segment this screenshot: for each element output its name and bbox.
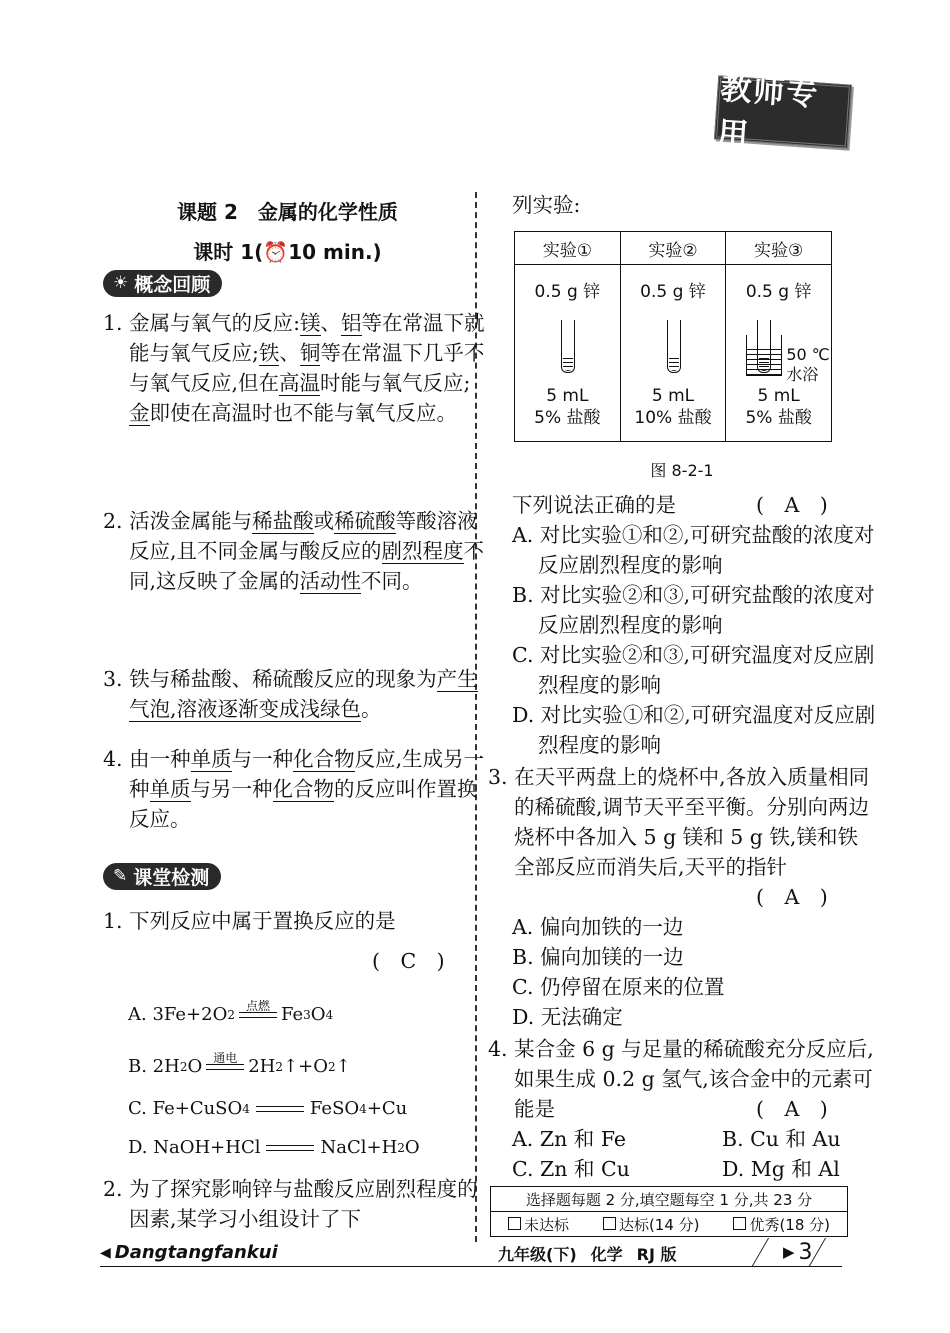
reaction-condition xyxy=(206,1052,244,1070)
text: +Cu xyxy=(366,1098,408,1119)
figure-caption: 图 8-2-1 xyxy=(650,461,714,480)
text: 时能与氧气反应; xyxy=(320,371,471,395)
item-num: 4. xyxy=(103,747,123,771)
volume: 5 mL xyxy=(757,386,800,406)
acid-info xyxy=(621,385,726,429)
brand-text: Dangtangfankui xyxy=(114,1242,278,1263)
concentration: 5% 盐酸 xyxy=(745,408,812,428)
cell-exp-3 xyxy=(726,265,832,442)
blank-answer: 铁 xyxy=(258,341,280,365)
cell-exp-1 xyxy=(515,265,621,442)
text: Fe xyxy=(280,1004,304,1025)
concept-item-2 xyxy=(103,506,489,596)
text: A. 3Fe+2O xyxy=(128,1004,228,1025)
q2-option-d: D. 对比实验①和②,可研究温度对反应剧烈程度的影响 xyxy=(512,703,876,757)
item-num: 2. xyxy=(103,509,123,533)
q4-option-c: C. Zn 和 Cu xyxy=(512,1157,630,1181)
volume: 5 mL xyxy=(546,386,589,406)
page-number: 3 xyxy=(798,1239,813,1265)
scoring-levels xyxy=(491,1211,847,1236)
text: 、 xyxy=(320,311,341,335)
blank-answer: 镁 xyxy=(300,311,321,335)
q3-answer: ( A ) xyxy=(756,885,828,909)
q1-option-c: C. Fe+CuSO 4 FeSO 4 +Cu xyxy=(128,1094,407,1124)
zinc-mass: 0.5 g 锌 xyxy=(745,282,812,302)
test-tube-icon xyxy=(561,320,575,373)
concept-review-heading xyxy=(103,270,222,297)
blank-answer: 稀硫酸 xyxy=(334,509,396,533)
text: O xyxy=(310,1004,326,1025)
footer-rule xyxy=(100,1266,842,1267)
blank-answer: 化合物 xyxy=(272,777,334,801)
blank-answer: 产生气泡,溶液逐渐变成浅绿色 xyxy=(129,667,478,721)
blank-answer: 单质 xyxy=(190,747,232,771)
q1-option-b: B. 2H 2 O 通电 2H 2 ↑+O 2 ↑ xyxy=(128,1052,351,1082)
q2-stem-continued: 列实验: xyxy=(512,193,581,217)
zinc-mass: 0.5 g 锌 xyxy=(534,282,601,302)
q2-option-c: C. 对比实验②和③,可研究温度对反应剧烈程度的影响 xyxy=(512,643,875,697)
checkbox-icon xyxy=(733,1217,746,1230)
text: 等在常温下就能与氧气反应; xyxy=(129,311,485,365)
page-number-box xyxy=(760,1238,842,1266)
text: 等在常温下几乎不与氧气反应 xyxy=(129,341,485,395)
text: 由一种 xyxy=(129,747,191,771)
q1-option-a: A. 3Fe+2O 2 点燃 Fe 3 O 4 xyxy=(128,1000,333,1030)
q4-stem: 4. 某合金 6 g 与足量的稀硫酸充分反应后,如果生成 0.2 g 氢气,该合金中的元素可能是 xyxy=(488,1037,874,1121)
header-exp-2: 实验② xyxy=(620,232,726,265)
class-check-heading xyxy=(103,863,221,890)
q2-stem: 2. 为了探究影响锌与盐酸反应剧烈程度的因素,某学习小组设计了下 xyxy=(103,1177,478,1231)
q3-option-d: D. 无法确定 xyxy=(512,1005,623,1029)
blank-answer: 活动性 xyxy=(299,569,362,593)
text: NaCl+H xyxy=(320,1137,398,1158)
text: 下列说法正确的是 xyxy=(512,493,676,517)
grade: 九年级(下) xyxy=(498,1245,577,1264)
q2-option-b: B. 对比实验②和③,可研究盐酸的浓度对反应剧烈程度的影响 xyxy=(512,583,875,637)
pencil-icon: ✎ xyxy=(113,866,128,886)
text: 与一种 xyxy=(231,747,294,771)
text: B. 2H xyxy=(128,1056,180,1077)
volume: 5 mL xyxy=(651,386,695,406)
text: 或 xyxy=(313,509,335,533)
level-label: 优秀(18 分) xyxy=(749,1215,831,1234)
double-line xyxy=(266,1145,314,1151)
text: 即使在高温时也不能与氧气反应。 xyxy=(149,401,457,425)
concentration: 10% 盐酸 xyxy=(634,408,712,428)
text: ↑+O xyxy=(283,1056,328,1077)
acid-info xyxy=(726,385,831,429)
text: 反应,生成另一种 xyxy=(129,747,485,801)
triangle-right-icon: ▶ xyxy=(783,1243,795,1261)
level-not-met[interactable] xyxy=(508,1214,569,1235)
text: O xyxy=(404,1137,420,1158)
blank-answer: 剧烈程度 xyxy=(381,539,464,563)
scoring-box xyxy=(490,1186,848,1237)
condition-text: 点燃 xyxy=(245,999,270,1013)
q3-option-b: B. 偏向加镁的一边 xyxy=(512,945,684,969)
q3-stem: 3. 在天平两盘上的烧杯中,各放入质量相同的稀硫酸,调节天平至平衡。分别向两边烧杯中各加入 5 g 镁和 5 g 铁,镁和铁全部反应而消失后,天平的指针 xyxy=(488,765,870,879)
blank-answer: 稀盐酸 xyxy=(252,509,314,533)
lesson-title: 课题 2 金属的化学性质 xyxy=(177,200,398,224)
subject: 化学 xyxy=(590,1245,623,1264)
blank-answer: 高温 xyxy=(279,371,321,395)
test-tube-icon xyxy=(757,320,771,373)
reaction-condition xyxy=(239,1000,277,1018)
text: 。 xyxy=(361,697,382,721)
text: 活泼金属能与 xyxy=(129,509,253,533)
concentration: 5% 盐酸 xyxy=(534,408,601,428)
zinc-mass: 0.5 g 锌 xyxy=(640,282,706,302)
q1-answer: ( C ) xyxy=(372,949,445,973)
q1-stem: 1. 下列反应中属于置换反应的是 xyxy=(103,909,396,933)
text: 等酸溶液反应,且不同金属与酸反应的 xyxy=(129,509,478,563)
double-line xyxy=(206,1064,244,1070)
level-label: 未达标 xyxy=(523,1215,569,1234)
text: 不同。 xyxy=(361,569,423,593)
checkbox-icon xyxy=(508,1217,521,1230)
text: D. NaOH+HCl xyxy=(128,1137,261,1158)
concept-item-1 xyxy=(103,308,489,428)
q2-option-a: A. 对比实验①和②,可研究盐酸的浓度对反应剧烈程度的影响 xyxy=(512,523,875,577)
header-exp-1: 实验① xyxy=(515,232,621,265)
triangle-left-icon: ◀ xyxy=(100,1244,111,1261)
q1-option-d: D. NaOH+HCl NaCl+H 2 O xyxy=(128,1133,420,1163)
concept-item-4 xyxy=(103,744,489,834)
bath-temp: 50 ℃ xyxy=(786,345,830,364)
text: ↑ xyxy=(335,1056,351,1077)
bath-text: 水浴 xyxy=(786,365,819,384)
checkbox-icon xyxy=(603,1217,616,1230)
text: 铁与稀盐酸、稀硫酸反应的现象为 xyxy=(129,667,437,691)
lightbulb-icon: ☀ xyxy=(113,273,129,293)
double-line xyxy=(239,1012,277,1018)
q3-option-a: A. 偏向加铁的一边 xyxy=(512,915,684,939)
footer-brand xyxy=(100,1242,278,1263)
blank-answer: 铜 xyxy=(299,341,321,365)
double-line xyxy=(256,1106,304,1112)
q2-answer: ( A ) xyxy=(756,493,828,517)
class-check-label: 课堂检测 xyxy=(133,866,210,889)
text: 、 xyxy=(279,341,300,365)
footer-info xyxy=(498,1242,677,1265)
slash-decoration xyxy=(808,1238,843,1266)
item-num: 1. xyxy=(103,311,123,335)
q2-question xyxy=(512,490,852,520)
q3-option-c: C. 仍停留在原来的位置 xyxy=(512,975,725,999)
blank-answer: 单质 xyxy=(149,777,191,801)
level-met[interactable] xyxy=(603,1214,700,1235)
concept-review-label: 概念回顾 xyxy=(134,273,211,296)
scoring-rule: 选择题每题 2 分,填空题每空 1 分,共 23 分 xyxy=(525,1190,813,1209)
text: O xyxy=(187,1056,203,1077)
blank-answer: 金 xyxy=(129,401,150,425)
experiment-table xyxy=(514,231,832,442)
lesson-subtitle: 课时 1(⏰10 min.) xyxy=(193,240,382,264)
level-excellent[interactable] xyxy=(733,1214,830,1235)
q4-option-a: A. Zn 和 Fe xyxy=(512,1127,627,1151)
slash-decoration xyxy=(752,1238,787,1266)
edition: RJ 版 xyxy=(636,1245,677,1264)
text: 的反应叫作置换反应。 xyxy=(129,777,478,831)
q4-answer: ( A ) xyxy=(756,1097,828,1121)
text: 不同,这反映了金属的 xyxy=(129,539,485,593)
header-exp-3: 实验③ xyxy=(726,232,832,265)
q4-option-b: B. Cu 和 Au xyxy=(722,1127,841,1151)
cell-exp-2 xyxy=(620,265,726,442)
blank-answer: 铝 xyxy=(341,311,362,335)
acid-info xyxy=(515,385,620,429)
blank-answer: 化合物 xyxy=(293,747,355,771)
text: ,但在 xyxy=(231,371,280,395)
text: FeSO xyxy=(309,1098,360,1119)
level-label: 达标(14 分) xyxy=(618,1215,700,1234)
test-tube-icon xyxy=(667,320,681,373)
text: C. Fe+CuSO xyxy=(128,1098,243,1119)
water-bath-label xyxy=(786,345,829,385)
condition-text: 通电 xyxy=(213,1051,238,1065)
text: 与另一种 xyxy=(190,777,273,801)
text: 2H xyxy=(248,1056,276,1077)
concept-item-3 xyxy=(103,664,489,724)
teacher-only-stamp: 教师专用 xyxy=(714,75,852,148)
q4-option-d: D. Mg 和 Al xyxy=(722,1157,840,1181)
item-num: 3. xyxy=(103,667,123,691)
text: 金属与氧气的反应: xyxy=(129,311,300,335)
